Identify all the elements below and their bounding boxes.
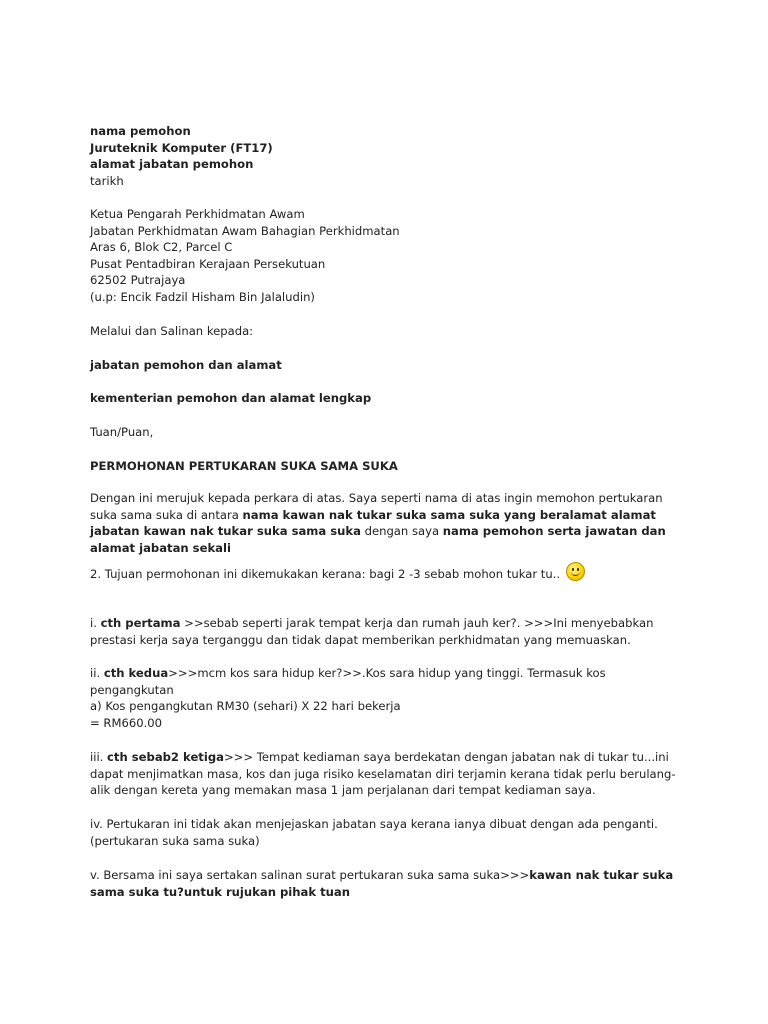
point-2-text: 2. Tujuan permohonan ini dikemukakan kerana: bagi 2 -3 sebab mohon tukar tu.. xyxy=(90,567,561,581)
reason-2 xyxy=(90,665,690,731)
via-line: Melalui dan Salinan kepada: xyxy=(90,324,254,338)
intro-text-2: dengan saya xyxy=(360,524,443,539)
sender-header xyxy=(90,123,690,189)
reason-1 xyxy=(90,615,690,648)
reason-1-text: >>sebab seperti jarak tempat kerja dan rumah jauh ker?. >>>Ini menyebabkan prestasi kerja saya terganggu dan tidak dapat memberikan perkhidmatan yang memuaskan. xyxy=(90,616,654,647)
intro-text: Dengan ini merujuk kepada perkara di atas. Saya seperti nama di atas ingin memohon pertukaran suka sama suka di antara xyxy=(90,491,663,522)
reason-1-number: i. xyxy=(90,616,101,630)
reason-2-cost-line: a) Kos pengangkutan RM30 (sehari) X 22 hari bekerja xyxy=(90,699,401,714)
reason-2-title: cth kedua xyxy=(103,666,169,680)
letter-date: tarikh xyxy=(90,173,124,188)
cc-department: jabatan pemohon dan alamat xyxy=(90,358,282,372)
intro-bold-colleague: nama kawan nak tukar suka sama suka yang beralamat alamat jabatan kawan nak tukar suka sama suka xyxy=(90,507,656,539)
recipient-line: (u.p: Encik Fadzil Hisham Bin Jalaludin) xyxy=(90,289,315,304)
smiley-icon xyxy=(566,562,585,581)
point-5-text: v. Bersama ini saya sertakan salinan surat pertukaran suka sama suka>>> xyxy=(90,868,530,882)
recipient-line: Pusat Pentadbiran Kerajaan Persekutuan xyxy=(90,256,326,271)
salutation: Tuan/Puan, xyxy=(90,425,154,439)
reason-3-number: iii. xyxy=(90,750,108,764)
point-5 xyxy=(90,867,690,900)
recipient-line: 62502 Putrajaya xyxy=(90,273,186,288)
reason-3-title: cth sebab2 ketiga xyxy=(107,750,224,764)
applicant-name: nama pemohon xyxy=(90,124,191,138)
point-5-bold: kawan nak tukar suka sama suka tu?untuk rujukan pihak tuan xyxy=(90,868,674,899)
reason-2-line xyxy=(90,665,690,698)
reason-1-title: cth pertama xyxy=(100,616,181,630)
letter-subject: PERMOHONAN PERTUKARAN SUKA SAMA SUKA xyxy=(90,459,398,473)
applicant-position: Juruteknik Komputer (FT17) xyxy=(90,140,273,155)
applicant-dept-address: alamat jabatan pemohon xyxy=(90,157,254,172)
recipient-line: Aras 6, Blok C2, Parcel C xyxy=(90,240,233,255)
cc-ministry: kementerian pemohon dan alamat lengkap xyxy=(90,391,372,405)
recipient-line: Jabatan Perkhidmatan Awam Bahagian Perkhidmatan xyxy=(90,223,400,238)
recipient-line: Ketua Pengarah Perkhidmatan Awam xyxy=(90,207,305,221)
reason-3-text: >>> Tempat kediaman saya berdekatan dengan jabatan nak di tukar tu...ini dapat menjimatkan masa, kos dan juga risiko keselamatan diri terjamin kerana tidak perlu berulang-alik dengan kereta yang memakan masa 1 jam perjalanan dari tempat kediaman saya. xyxy=(90,750,676,798)
point-2 xyxy=(90,565,690,584)
reason-2-total: = RM660.00 xyxy=(90,715,163,730)
reason-2-number: ii. xyxy=(90,666,104,680)
point-4: iv. Pertukaran ini tidak akan menjejaskan jabatan saya kerana ianya dibuat dengan ada penganti.(pertukaran suka sama suka) xyxy=(90,817,658,848)
reason-3 xyxy=(90,749,690,799)
reason-2-text: >>>mcm kos sara hidup ker?>>.Kos sara hidup yang tinggi. Termasuk kos pengangkutan xyxy=(90,666,606,697)
recipient-address xyxy=(90,206,690,306)
intro-paragraph xyxy=(90,490,690,556)
intro-bold-applicant: nama pemohon serta jawatan dan alamat jabatan sekali xyxy=(90,524,666,555)
